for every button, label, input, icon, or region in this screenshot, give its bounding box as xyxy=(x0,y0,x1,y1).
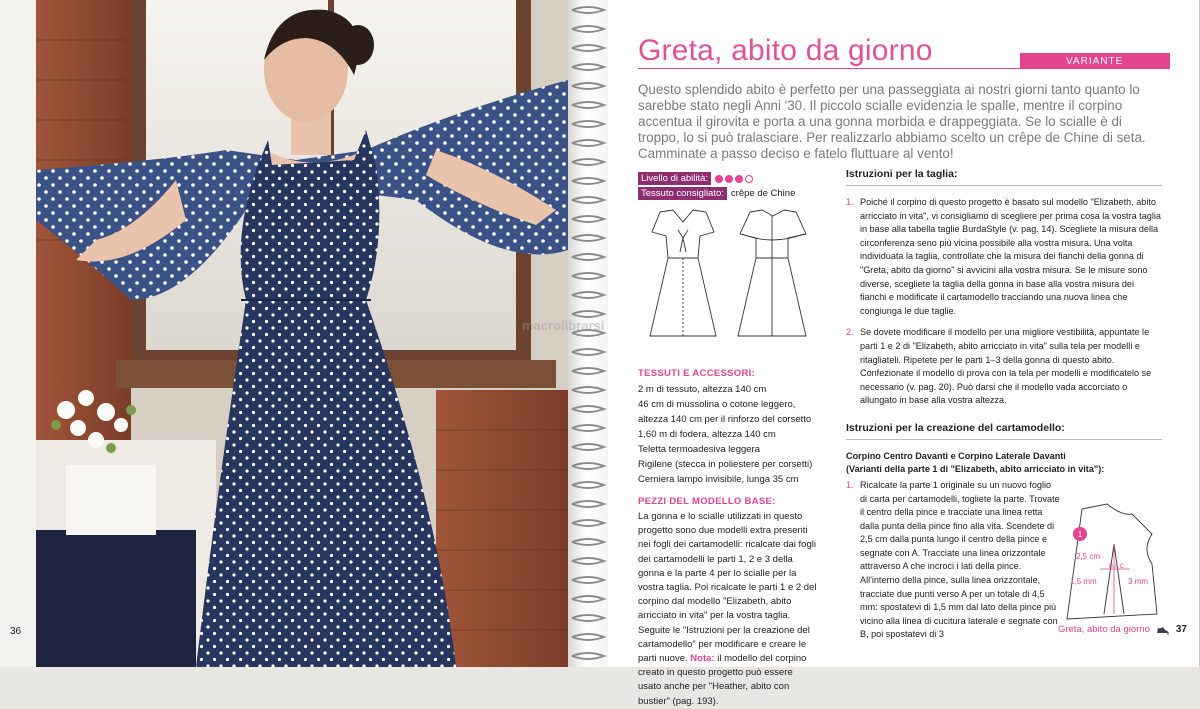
bodice-pattern-diagram xyxy=(1052,504,1162,624)
accessories-heading: TESSUTI E ACCESSORI: xyxy=(638,368,756,379)
spiral-ring xyxy=(572,349,604,355)
instructions-column xyxy=(846,168,1162,650)
diagram-label-a: 2,5 cm xyxy=(1076,552,1101,561)
spiral-ring xyxy=(572,615,604,621)
fabric-row xyxy=(638,187,818,200)
page-title: Greta, abito da giorno xyxy=(638,34,933,67)
title-rule xyxy=(638,68,1170,69)
spiral-ring xyxy=(572,596,604,602)
spiral-ring xyxy=(572,64,604,70)
shoe-icon xyxy=(1156,625,1170,635)
accessory-item: 1,60 m di fodera, altezza 140 cm xyxy=(638,429,776,440)
note-label: Nota: xyxy=(690,653,715,665)
spiral-binding xyxy=(568,0,608,667)
accessory-item: Rigilene (stecca in poliestere per corsetti) xyxy=(638,459,813,470)
spiral-ring xyxy=(572,558,604,564)
skill-dot-empty xyxy=(745,175,753,183)
accessory-item: 2 m di tessuto, altezza 140 cm xyxy=(638,384,767,395)
spiral-ring xyxy=(572,501,604,507)
item-text: Poiché il corpino di questo progetto è basato sul modello "Elizabeth, abito arricciato in vita", vi consigliamo di scegliere per prima cosa la vostra taglia in base alla tabella taglie BurdaStyle (v. pag. 14). Scegliete la misura della circonferenza seno più vicina possibile alla vostra misura. Una volta individuata la taglia, controllate che la misura dei fianchi della gonna di "Greta, abito da giorno" si avvicini alla vostra misura. Se le misure sono diverse, scegliete la taglia della gonna in base alla vostra misura dei fianchi e modificate il cartamodello tracciando una nuova linea che congiunga le due taglie. xyxy=(860,197,1161,316)
pattern-sub-heading-2: (Varianti della parte 1 di "Elizabeth, abito arricciato in vita"): xyxy=(846,463,1105,474)
page-footer xyxy=(1058,624,1187,635)
dress-photo xyxy=(36,0,568,667)
item-text: Ricalcate la parte 1 originale su un nuovo foglio di carta per cartamodelli, togliete la parte. Trovate il centro della pince e tracciate una linea retta dalla punta della pince fino alla vita. Scendete di 2,5 cm dalla punta lungo il centro della pince e segnate con A. Tracciate una linea orizzontale attraverso A che incroci i lati della pince. All'interno della pince, sulla linea orizzontale, tracciate due punti verso A per un totale di 4,5 mm: spostatevi di 1,5 mm dal lato della pince più vicino alla linea di cucitura laterale e segnate con B, poi spostatevi di 3 xyxy=(860,479,1060,640)
size-instructions-heading: Istruzioni per la taglia: xyxy=(846,168,1162,186)
spiral-ring xyxy=(572,292,604,298)
skill-dot-filled xyxy=(725,175,733,183)
spiral-rings xyxy=(568,0,608,667)
spiral-ring xyxy=(572,235,604,241)
dress-sketches xyxy=(638,208,818,348)
note-text: il modello del corpino creato in questo progetto può essere usato anche per "Heather, abito con bustier" (pag. 193). xyxy=(638,653,807,707)
item-number: 1. xyxy=(846,197,854,207)
item-number: 1. xyxy=(846,479,854,490)
footer-title: Greta, abito da giorno xyxy=(1057,624,1150,635)
fabric-label: Tessuto consigliato: xyxy=(638,187,727,200)
spiral-ring xyxy=(572,482,604,488)
right-page xyxy=(608,0,1200,707)
spiral-ring xyxy=(572,26,604,32)
skill-dot-filled xyxy=(735,175,743,183)
diagram-circle-label: 1 xyxy=(1077,530,1083,539)
accessories-list xyxy=(638,382,818,487)
accessory-item: Cerniera lampo invisibile, lunga 35 cm xyxy=(638,474,799,485)
spiral-ring xyxy=(572,653,604,659)
spiral-ring xyxy=(572,463,604,469)
base-pieces-body: La gonna e lo scialle utilizzati in questo progetto sono due modelli extra presenti nei fogli dei cartamodelli: ricalcate dai fogli dei cartamodelli le parti 1, 2 e 3 della gonna e la parte 4 per lo scialle per la vostra taglia. Poi ricalcate le parti 1 e 2 del corpino dal modello "Elizabeth, abito arricciato in vita" per la vostra taglia. Seguite le "Istruzioni per la creazione del cartamodello" per modificare e creare le parti nuove. xyxy=(638,511,817,665)
spiral-ring xyxy=(572,83,604,89)
page-number-right: 37 xyxy=(1175,624,1187,635)
pattern-instructions-heading: Istruzioni per la creazione del cartamodello: xyxy=(846,422,1162,440)
spiral-ring xyxy=(572,634,604,640)
pattern-sub-heading: Corpino Centro Davanti e Corpino Laterale Davanti xyxy=(846,450,1066,461)
item-number: 2. xyxy=(846,327,854,338)
technical-drawing xyxy=(638,208,818,348)
spiral-ring xyxy=(572,406,604,412)
spiral-ring xyxy=(572,273,604,279)
base-pieces-heading: PEZZI DEL MODELLO BASE: xyxy=(638,496,776,507)
spiral-ring xyxy=(572,254,604,260)
spiral-ring xyxy=(572,178,604,184)
spiral-ring xyxy=(572,425,604,431)
accessory-item: Teletta termoadesiva leggera xyxy=(638,444,760,455)
spiral-ring xyxy=(572,444,604,450)
intro-paragraph: Questo splendido abito è perfetto per una passeggiata ai nostri giorni tanto quanto lo sarebbe stato negli Anni '30. Il piccolo scialle evidenzia le spalle, mentre il corpino accentua il girovita e porta a una gonna morbida e drappeggiata. Se lo scialle è di troppo, lo si può tralasciare. Per realizzarlo abbiamo scelto un crêpe de Chine di seta. Camminate a passo deciso e fatelo fluttuare al vento! xyxy=(638,82,1146,161)
photo-illustration xyxy=(36,0,568,667)
skill-level-row xyxy=(638,172,818,185)
accessory-item: 46 cm di mussolina o cotone leggero, xyxy=(638,399,796,410)
accessory-item: altezza 140 cm per il rinforzo del corsetto xyxy=(638,414,812,425)
spiral-ring xyxy=(572,140,604,146)
skill-level-dots xyxy=(715,175,753,183)
page-number-left: 36 xyxy=(10,626,22,637)
skill-dot-filled xyxy=(715,175,723,183)
item-text: Se dovete modificare il modello per una migliore vestibilità, appuntate le parti 1 e 2 di "Elizabeth, abito arricciato in vita" sulla tela per modelli e ritagliateli. Ripetete per le parti 1–3 della gonna di questo abito. Confezionate il modello di prova con la tela per modelli e modificatelo se necessario (v. pag. 20). Può darsi che il modello vada accorciato o allungato in base alla vostra altezza. xyxy=(860,327,1152,406)
watermark: macrolibrarsi xyxy=(522,318,605,333)
spiral-ring xyxy=(572,216,604,222)
variant-badge: VARIANTE xyxy=(1020,53,1170,69)
left-page xyxy=(0,0,568,667)
fabric-value: crêpe de Chine xyxy=(730,188,796,199)
spiral-ring xyxy=(572,159,604,165)
size-instruction-item xyxy=(846,196,1162,318)
pattern-diagram-svg xyxy=(1052,504,1162,624)
spiral-ring xyxy=(572,102,604,108)
size-instruction-item xyxy=(846,326,1162,408)
spiral-ring xyxy=(572,7,604,13)
diagram-label-pts: B A C xyxy=(1109,564,1125,570)
spiral-ring xyxy=(572,121,604,127)
spiral-ring xyxy=(572,520,604,526)
spiral-ring xyxy=(572,577,604,583)
diagram-label-b: 1,5 mm xyxy=(1070,577,1097,586)
spiral-ring xyxy=(572,197,604,203)
skill-level-label: Livello di abilità: xyxy=(638,172,711,185)
materials-column xyxy=(638,172,818,709)
spiral-ring xyxy=(572,387,604,393)
diagram-label-c: 3 mm xyxy=(1128,577,1148,586)
spiral-ring xyxy=(572,368,604,374)
base-pieces-text xyxy=(638,510,818,709)
spiral-ring xyxy=(572,539,604,545)
spiral-ring xyxy=(572,311,604,317)
spiral-ring xyxy=(572,45,604,51)
